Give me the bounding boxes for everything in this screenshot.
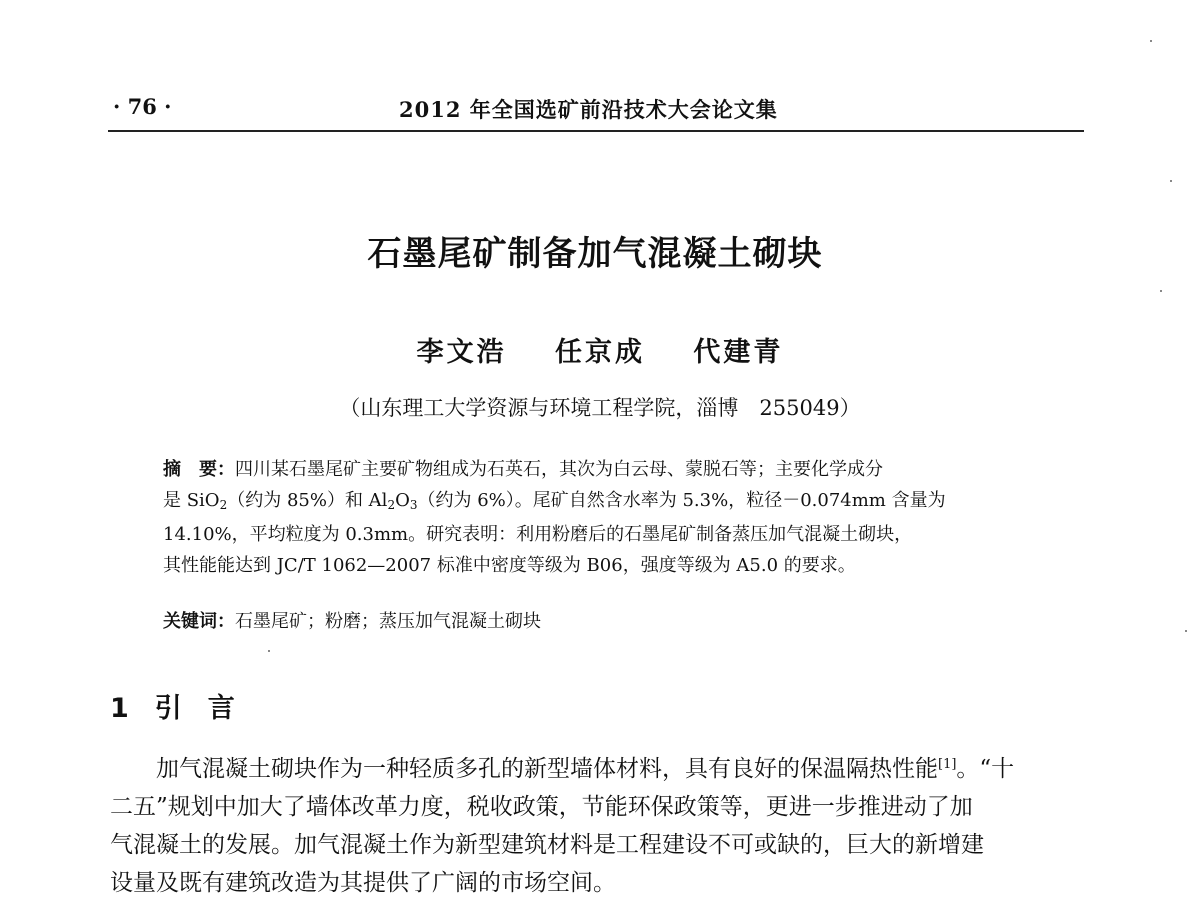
page-number: · 76 · [113,94,172,119]
paper-title-text: 石墨尾矿制备加气混凝土砌块 [367,234,823,274]
abstract [163,455,1043,581]
subscript: 3 [409,497,418,512]
body-line-4: 设量及既有建筑改造为其提供了广阔的市场空间。 [110,870,616,896]
author-1: 李文浩 [416,337,507,368]
author-2: 任京成 [555,337,645,368]
author-list [0,330,1200,369]
abstract-text-2c: O [395,489,410,511]
body-text-1a: 加气混凝土砌块作为一种轻质多孔的新型墙体材料，具有良好的保温隔热性能 [156,756,938,782]
section-title: 引言 [154,693,261,724]
scan-speck [1185,630,1187,632]
abstract-text-2b: （约为 85%）和 Al [227,489,388,511]
abstract-text-2a: 是 SiO [163,489,220,511]
header-rule [108,130,1084,132]
abstract-label: 摘 要： [163,459,235,480]
abstract-line-2 [163,486,1043,521]
scan-speck [268,650,270,652]
scan-speck [1160,290,1162,292]
abstract-text-2d: （约为 6%）。尾矿自然含水率为 5.3%，粒径－0.074mm 含量为 [417,489,946,511]
section-heading [110,686,261,725]
author-3: 代建青 [693,337,784,368]
running-title: 2012 年全国选矿前沿技术大会论文集 [399,97,778,122]
subscript: 2 [387,497,396,512]
abstract-line-4: 其性能能达到 JC/T 1062—2007 标准中密度等级为 B06，强度等级为 A5.0 的要求。 [163,554,856,576]
keywords-text: 石墨尾矿；粉磨；蒸压加气混凝土砌块 [235,611,541,632]
abstract-text-1: 四川某石墨尾矿主要矿物组成为石英石，其次为白云母、蒙脱石等；主要化学成分 [235,459,883,480]
subscript: 2 [219,497,228,512]
body-text-1b: 。“十 [956,756,1015,782]
section-number: 1 [110,693,129,724]
abstract-line-3: 14.10%，平均粒度为 0.3mm。研究表明：利用粉磨后的石墨尾矿制备蒸压加气混凝土砌块， [163,524,913,545]
scan-speck [1150,40,1152,42]
body-paragraph [110,746,1090,902]
body-line-1 [110,746,1090,788]
affiliation: （山东理工大学资源与环境工程学院，淄博 255049） [339,396,861,420]
abstract-line-1 [163,455,1043,486]
keywords-label: 关键词： [163,611,235,632]
paper-title [0,226,1200,275]
scan-speck [1170,180,1172,182]
keywords [163,607,541,633]
body-line-3: 气混凝土的发展。加气混凝土作为新型建筑材料是工程建设不可或缺的，巨大的新增建 [110,832,984,858]
body-line-2: 二五”规划中加大了墙体改革力度，税收政策，节能环保政策等，更进一步推进动了加 [110,794,973,820]
citation-ref: [1] [938,757,957,772]
